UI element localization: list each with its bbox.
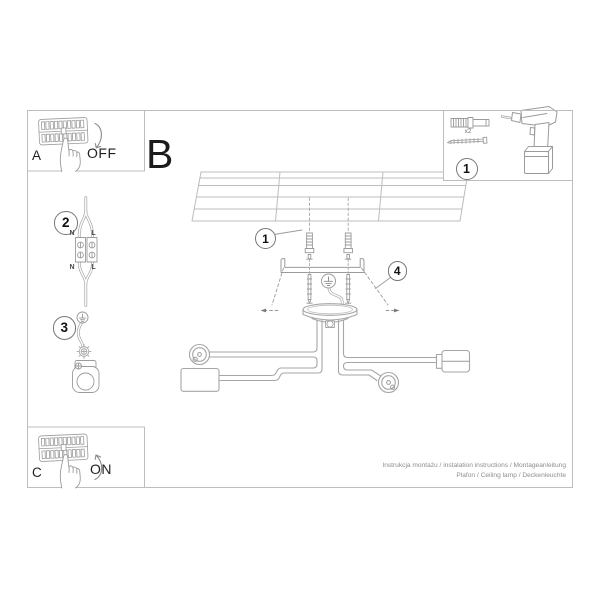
left-arrow-icon [261, 309, 267, 313]
section-b-label: B [146, 131, 174, 177]
wire-diagram [76, 198, 98, 306]
breaker-panel-icon [38, 117, 88, 171]
lamp-shade-icon [181, 369, 219, 392]
ceiling-lamp-icon [181, 304, 470, 393]
footer-text [382, 461, 566, 481]
socket-holder-icon [379, 373, 399, 393]
box-a-label: A [32, 148, 42, 163]
socket-holder-icon [190, 345, 210, 365]
footer-line-1: Instrukcja montażu / instalation instructions / Montageanleitung [382, 462, 566, 469]
canopy-leader-line [376, 278, 391, 289]
anchors-step-badge: 1 [255, 228, 276, 249]
ground-screw-icon [77, 345, 91, 359]
mounting-bracket-icon [281, 259, 364, 273]
lamp-shade-icon [437, 351, 470, 373]
canopy-step-badge: 4 [388, 261, 408, 281]
tools-step-badge: 1 [456, 158, 478, 180]
off-label: OFF [87, 145, 117, 161]
earth-ground-icon [77, 312, 88, 323]
canopy-icon [303, 304, 357, 328]
wall-plug-icon [451, 118, 489, 129]
breaker-panel-icon [38, 434, 88, 488]
ground-step [73, 312, 100, 393]
wire-label-n-top: N [69, 229, 75, 237]
ceiling-icon [192, 172, 468, 221]
terminal-block-icon [76, 238, 98, 263]
wire-label-l-bottom: L [91, 263, 96, 271]
box-c-label: C [32, 464, 42, 480]
on-label: ON [90, 460, 112, 477]
footer-line-2: Plafon / Ceiling lamp / Deckenleuchte [456, 472, 566, 480]
wire-label-l-top: L [91, 229, 96, 237]
anchor-screws [281, 198, 364, 304]
plug-quantity-label: x2 [464, 127, 472, 135]
anchors-leader-line [274, 230, 302, 235]
earth-ground-icon [322, 274, 343, 304]
wire-label-n-bottom: N [69, 263, 75, 271]
right-arrow-icon [394, 309, 400, 313]
ground-step-badge: 3 [53, 316, 77, 340]
wiring-step-badge: 2 [54, 211, 78, 235]
bracket-end-icon [73, 361, 100, 393]
wall-plug-icon [305, 233, 352, 259]
